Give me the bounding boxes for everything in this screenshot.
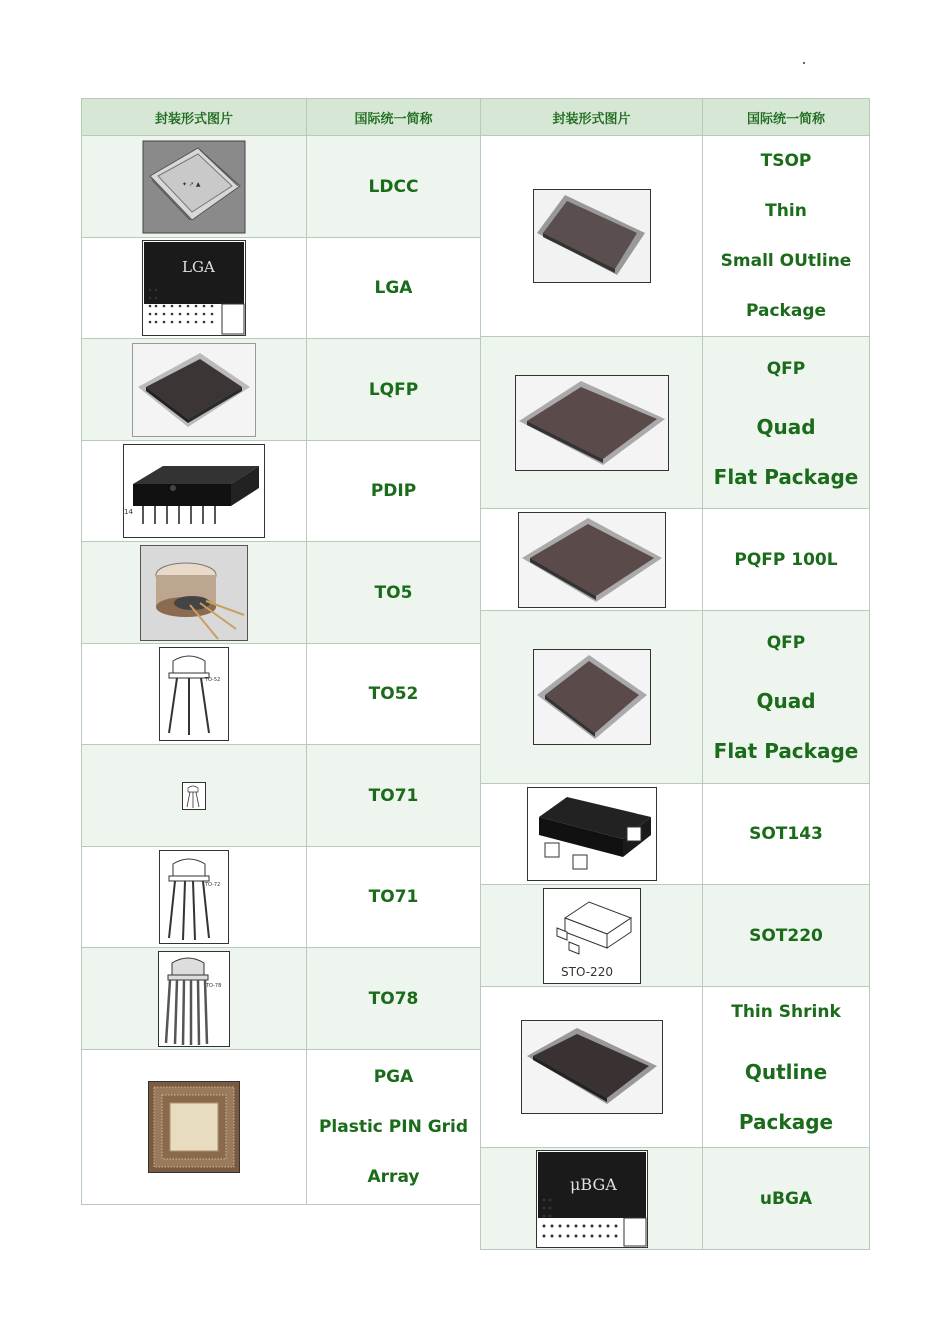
package-name: Thin bbox=[765, 201, 807, 221]
table-row bbox=[481, 885, 870, 987]
page-dot bbox=[803, 62, 805, 64]
package-name: Flat Package bbox=[713, 464, 859, 489]
package-name: TO52 bbox=[368, 684, 419, 704]
pqfp-chip-photo bbox=[518, 512, 666, 608]
package-name-cell bbox=[703, 784, 870, 885]
package-name-cell bbox=[307, 745, 481, 847]
table-row bbox=[481, 784, 870, 885]
table-row bbox=[82, 136, 481, 238]
package-name: Qutline Package bbox=[738, 1060, 834, 1134]
package-image-cell bbox=[82, 441, 307, 542]
package-image-cell bbox=[481, 136, 703, 337]
table-row bbox=[481, 611, 870, 784]
to78-can-drawing bbox=[158, 951, 230, 1047]
left-package-table bbox=[81, 98, 481, 1205]
package-name: TO71 bbox=[368, 887, 419, 907]
lqfp-chip-photo bbox=[132, 343, 256, 437]
package-name: Package bbox=[745, 301, 827, 321]
table-row bbox=[82, 441, 481, 542]
package-name-cell bbox=[703, 987, 870, 1148]
package-name-cell bbox=[307, 1050, 481, 1205]
table-row bbox=[481, 987, 870, 1148]
package-image-cell bbox=[82, 542, 307, 644]
lga-chip-photo bbox=[142, 240, 246, 336]
package-name-cell bbox=[307, 339, 481, 441]
package-name: LDCC bbox=[368, 176, 419, 197]
ubga-chip-label: μBGA bbox=[569, 1174, 617, 1194]
package-name: Thin Shrink bbox=[731, 1002, 841, 1022]
package-name-cell bbox=[703, 1148, 870, 1250]
package-image-cell bbox=[481, 1148, 703, 1250]
sot143-chip-label: SOT-143 bbox=[610, 798, 636, 805]
pga-chip-photo bbox=[148, 1081, 240, 1173]
to72-drawing-label: TO-72 bbox=[205, 882, 221, 888]
package-name: SOT143 bbox=[749, 824, 823, 844]
package-name: uBGA bbox=[759, 1188, 813, 1209]
package-image-cell bbox=[82, 339, 307, 441]
package-name-cell bbox=[703, 509, 870, 611]
table-row bbox=[82, 542, 481, 644]
right-header-image: 封装形式图片 bbox=[481, 99, 703, 136]
package-image-cell bbox=[481, 611, 703, 784]
table-row bbox=[82, 948, 481, 1050]
package-name-cell bbox=[703, 611, 870, 784]
table-row bbox=[82, 1050, 481, 1205]
right-header-name: 国际统一简称 bbox=[703, 99, 870, 136]
package-name-cell bbox=[307, 948, 481, 1050]
table-row bbox=[481, 1148, 870, 1250]
package-name: Small OUtline bbox=[720, 251, 852, 271]
left-header-name: 国际统一简称 bbox=[307, 99, 481, 136]
to71-can-drawing bbox=[159, 850, 229, 944]
package-name-cell bbox=[307, 441, 481, 542]
package-image-cell bbox=[481, 987, 703, 1148]
package-name: Quad bbox=[756, 414, 816, 439]
ldcc-chip-photo bbox=[142, 140, 246, 234]
package-name-cell bbox=[307, 644, 481, 745]
package-image-cell bbox=[481, 784, 703, 885]
svg-text:✦ ↗ ▲: ✦ ↗ ▲ bbox=[182, 180, 201, 188]
package-image-cell bbox=[82, 745, 307, 847]
package-image-cell bbox=[481, 885, 703, 987]
package-image-cell bbox=[82, 1050, 307, 1205]
table-row bbox=[481, 509, 870, 611]
table-row bbox=[82, 339, 481, 441]
package-image-cell bbox=[82, 847, 307, 948]
package-image-cell bbox=[82, 644, 307, 745]
package-name: TO5 bbox=[374, 582, 413, 603]
table-row bbox=[82, 847, 481, 948]
tsop-chip-photo bbox=[533, 189, 651, 283]
package-image-cell bbox=[481, 509, 703, 611]
to5-can-photo bbox=[140, 545, 248, 641]
package-name-cell bbox=[307, 847, 481, 948]
to52-can-drawing bbox=[159, 647, 229, 741]
package-name: TO78 bbox=[368, 988, 419, 1009]
left-header-image: 封装形式图片 bbox=[82, 99, 307, 136]
package-name: Plastic PIN Grid bbox=[318, 1117, 469, 1137]
package-name-cell bbox=[307, 542, 481, 644]
package-name-cell bbox=[703, 136, 870, 337]
table-row bbox=[481, 136, 870, 337]
package-image-cell bbox=[82, 136, 307, 238]
qfp-chip-photo bbox=[515, 375, 669, 471]
table-row bbox=[82, 745, 481, 847]
right-package-table bbox=[480, 98, 870, 1250]
lga-chip-label: LGA bbox=[182, 258, 215, 276]
package-name: TSOP bbox=[760, 151, 812, 171]
package-image-cell bbox=[481, 337, 703, 509]
package-name: TO71 bbox=[368, 785, 419, 806]
to71-small-drawing bbox=[182, 782, 206, 810]
package-image-cell bbox=[82, 238, 307, 339]
to52-drawing-label: TO-52 bbox=[205, 677, 221, 683]
package-name: PGA bbox=[373, 1067, 414, 1087]
table-row bbox=[82, 238, 481, 339]
package-name: LQFP bbox=[368, 379, 419, 400]
package-name: Array bbox=[367, 1167, 420, 1187]
table-row bbox=[82, 644, 481, 745]
package-name-cell bbox=[703, 337, 870, 509]
sot220-drawing-label: STO-220 bbox=[560, 964, 613, 979]
pdip-chip-photo bbox=[123, 444, 265, 538]
ubga-chip-photo bbox=[536, 1150, 648, 1248]
package-name: PDIP bbox=[370, 481, 417, 501]
package-name-cell bbox=[307, 238, 481, 339]
package-name: Quad bbox=[756, 689, 816, 713]
package-name: SOT220 bbox=[749, 925, 823, 946]
sot143-chip-photo bbox=[527, 787, 657, 881]
package-image-cell bbox=[82, 948, 307, 1050]
package-name-cell bbox=[307, 136, 481, 238]
sot220-drawing bbox=[543, 888, 641, 984]
tssop-chip-photo bbox=[521, 1020, 663, 1114]
table-row bbox=[481, 337, 870, 509]
qfp-small-chip-photo bbox=[533, 649, 651, 745]
pdip-pin-label: 14 bbox=[124, 508, 133, 516]
to78-drawing-label: TO-78 bbox=[206, 982, 222, 989]
package-name: PQFP 100L bbox=[734, 549, 838, 570]
package-name-cell bbox=[703, 885, 870, 987]
package-name: LGA bbox=[374, 278, 413, 298]
package-name: QFP bbox=[766, 358, 806, 379]
package-name: Flat Package bbox=[713, 739, 859, 763]
package-name: QFP bbox=[766, 633, 806, 653]
